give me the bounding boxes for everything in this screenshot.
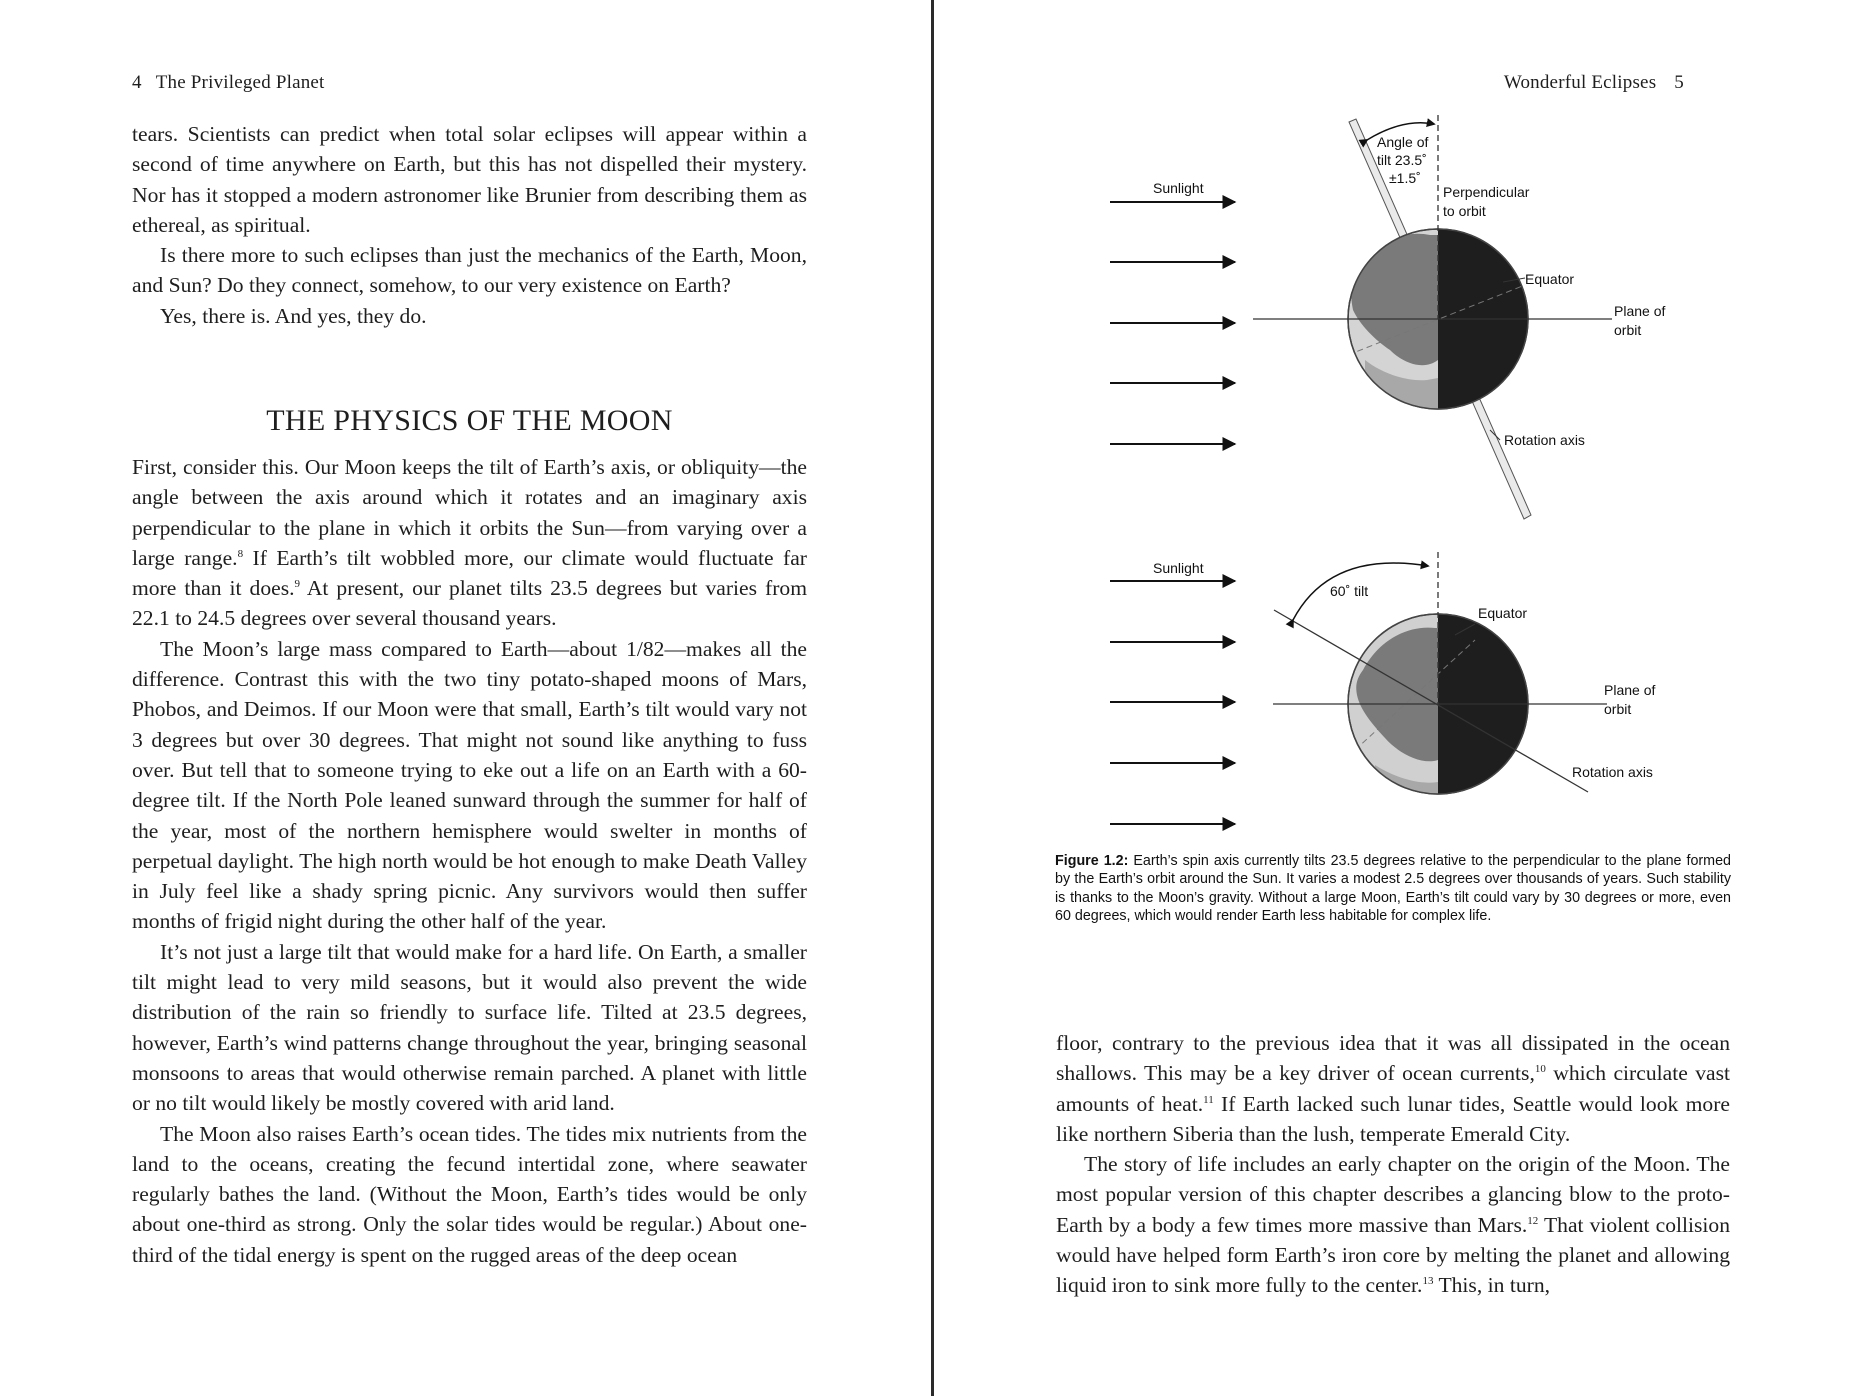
page-number-right: 5 xyxy=(1674,72,1684,93)
label-angle-of: Angle of xyxy=(1377,134,1429,150)
footnote-ref: 13 xyxy=(1422,1275,1434,1288)
paragraph: The story of life includes an early chapter on the origin of the Moon. The most popular version of this chapter describes a glancing blow to the proto-Earth by a body a few times more massive than Mars.$^{12}$ That violent collision would have helped form Earth’s iron core by melting the planet and allowing liquid iron to sink more fully to the center.$^{13}$ This, in turn, xyxy=(1056,1152,1730,1298)
diagram-60-tilt xyxy=(1110,552,1655,824)
label-tilt-variation: ±1.5˚ xyxy=(1389,170,1421,186)
page-gutter xyxy=(931,0,934,1396)
caption-label: Figure 1.2: xyxy=(1055,853,1129,869)
paragraph: It’s not just a large tilt that would make for a hard life. On Earth, a smaller tilt might lead to very mild seasons, but it would also prevent the wide distribution of the rain so friendly to surface life. Tilted at 23.5 degrees, however, Earth’s wind patterns change throughout the year, bringing seasonal monsoons to areas that would otherwise remain parched. A planet with little or no tilt would likely be mostly covered with arid land. xyxy=(132,939,807,1116)
paragraph: Yes, there is. And yes, they do. xyxy=(160,303,427,328)
label-rotation-axis: Rotation axis xyxy=(1504,432,1585,448)
label-orbit: orbit xyxy=(1614,322,1642,338)
label-orbit: orbit xyxy=(1604,701,1632,717)
section-heading: THE PHYSICS OF THE MOON xyxy=(266,404,673,437)
figure-earth-tilt xyxy=(935,110,1862,850)
paragraph: tears. Scientists can predict when total solar eclipses will appear within a second of time anywhere on Earth, but this has not dispelled their mystery. Nor has it stopped a modern astronomer like Brunier from describing them as ethereal, as spiritual. xyxy=(132,122,807,237)
label-equator: Equator xyxy=(1525,271,1575,287)
book-title: The Privileged Planet xyxy=(155,72,325,93)
label-60-tilt: 60˚ tilt xyxy=(1330,583,1369,599)
label-to-orbit: to orbit xyxy=(1443,203,1486,219)
paragraph: First, consider this. Our Moon keeps the tilt of Earth’s axis, or obliquity—the angle between the axis around which it rotates and an imaginary axis perpendicular to the plane in which it orbits the Sun—from varying over a large range.$^8$ If Earth’s tilt wobbled more, our climate would fluctuate far more than it does.$^9$ At present, our planet tilts 23.5 degrees but varies from 22.1 to 24.5 degrees over several thousand years. xyxy=(132,455,807,631)
label-plane-of: Plane of xyxy=(1604,682,1656,698)
page-number-left: 4 xyxy=(132,72,142,93)
label-sunlight: Sunlight xyxy=(1153,560,1204,576)
paragraph: Is there more to such eclipses than just the mechanics of the Earth, Moon, and Sun? Do they connect, somehow, to our very existence on Earth? xyxy=(132,243,807,298)
chapter-title: Wonderful Eclipses xyxy=(1503,72,1657,93)
left-text-section xyxy=(132,452,807,1270)
footnote-ref: 11 xyxy=(1203,1093,1214,1106)
paragraph: floor, contrary to the previous idea that it was all dissipated in the ocean shallows. This may be a key driver of ocean currents,$^{10}$ which circulate vast amounts of heat.$^{11}$ If Earth lacked such lunar tides, Seattle would look more like northern Siberia than the lush, temperate Emerald City. xyxy=(1056,1031,1730,1146)
earth-globe xyxy=(1348,220,1538,420)
footnote-ref: 9 xyxy=(294,578,301,590)
right-text xyxy=(1056,1028,1730,1301)
sunlight-arrows xyxy=(1110,202,1235,444)
label-tilt-value: tilt 23.5˚ xyxy=(1377,152,1427,168)
footnote-ref: 8 xyxy=(237,547,244,560)
label-plane-of: Plane of xyxy=(1614,303,1666,319)
running-head-right xyxy=(1504,72,1684,94)
figure-diagram xyxy=(935,110,1862,850)
right-page xyxy=(935,0,1862,1396)
label-perpendicular: Perpendicular xyxy=(1443,184,1530,200)
left-page xyxy=(0,0,930,1396)
footnote-ref: 12 xyxy=(1527,1214,1539,1227)
running-head-left xyxy=(132,72,325,94)
label-equator: Equator xyxy=(1478,605,1528,621)
caption-text: Earth’s spin axis currently tilts 23.5 degrees relative to the perpendicular to the plane formed by the Earth’s orbit around the Sun. It varies a modest 2.5 degrees over thousands of years. Such stability is thanks to the Moon’s gravity. Without a large Moon, Earth’s tilt could vary by 30 degrees or more, even 60 degrees, which would render Earth less habitable for complex life. xyxy=(1055,853,1731,924)
paragraph: The Moon also raises Earth’s ocean tides. The tides mix nutrients from the land to the oceans, creating the fecund intertidal zone, where seawater regularly bathes the land. (Without the Moon, Earth’s tides would be only about one-third as strong. Only the solar tides would be regular.) About one-third of the tidal energy is spent on the rugged areas of the deep ocean xyxy=(132,1121,807,1267)
label-rotation-axis: Rotation axis xyxy=(1572,764,1653,780)
sunlight-arrows xyxy=(1110,581,1235,824)
left-text-top xyxy=(132,119,807,331)
earth-globe xyxy=(1348,605,1538,805)
diagram-current-tilt xyxy=(1110,115,1665,519)
label-sunlight: Sunlight xyxy=(1153,180,1204,196)
paragraph: The Moon’s large mass compared to Earth—about 1/82—makes all the difference. Contrast this with the two tiny potato-shaped moons of Mars, Phobos, and Deimos. If our Moon were that small, Earth’s tilt would vary not 3 degrees but over 30 degrees. That might not sound like anything to fuss over. But tell that to someone trying to eke out a life on an Earth with a 60-degree tilt. If the North Pole leaned sunward through the summer for half of the year, most of the northern hemisphere would swelter in months of perpetual daylight. The high north would be hot enough to make Death Valley in July feel like a shady spring picnic. Any survivors would then suffer months of frigid night during the other half of the year. xyxy=(132,636,807,934)
footnote-ref: 10 xyxy=(1534,1063,1546,1076)
figure-caption xyxy=(1055,852,1731,925)
